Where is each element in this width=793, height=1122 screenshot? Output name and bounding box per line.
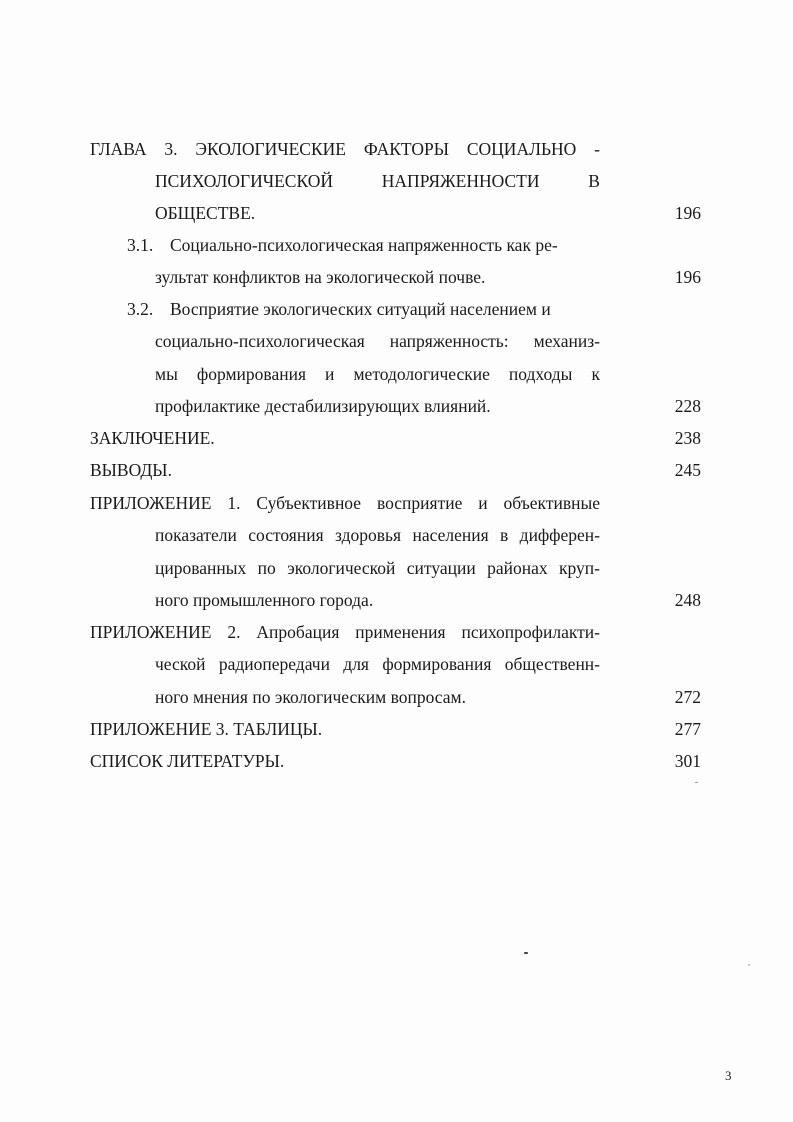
- toc-findings-page: 245: [674, 460, 701, 480]
- toc-chapter-3-line-2: ПСИХОЛОГИЧЕСКОЙ НАПРЯЖЕННОСТИ В: [155, 171, 600, 191]
- toc-references-label: СПИСОК ЛИТЕРАТУРЫ.: [90, 751, 285, 771]
- toc-chapter-3-line-3: ОБЩЕСТВЕ.: [155, 203, 256, 223]
- toc-section-3-2-line-2: социально-психологическая напряженность: механиз-: [155, 331, 600, 351]
- toc-appendix-2-line-1: ПРИЛОЖЕНИЕ 2. Апробация применения психопрофилакти-: [90, 622, 600, 642]
- toc-appendix-2-line-3: ного мнения по экологическим вопросам.: [155, 687, 466, 707]
- toc-appendix-1-line-4: ного промышленного города.: [155, 590, 374, 610]
- scan-speck: [695, 782, 698, 783]
- scan-speck: [524, 952, 528, 954]
- toc-section-3-1-page: 196: [674, 267, 701, 287]
- toc-appendix-1-page: 248: [674, 590, 701, 610]
- toc-appendix-3-page: 277: [674, 719, 701, 739]
- toc-section-3-2-line-3: мы формирования и методологические подходы к: [155, 364, 600, 384]
- toc-section-3-2-line-4: профилактике дестабилизирующих влияний.: [155, 396, 491, 416]
- toc-section-3-2-page: 228: [674, 396, 701, 416]
- toc-section-3-2-title: Восприятие экологических ситуаций населением и: [170, 299, 551, 319]
- toc-section-3-1-title: Социально-психологическая напряженность как ре-: [170, 235, 558, 255]
- toc-section-3-1-line-1: [127, 234, 602, 256]
- scan-speck: [748, 964, 750, 966]
- toc-conclusion-label: ЗАКЛЮЧЕНИЕ.: [90, 428, 215, 448]
- toc-section-3-2-line-1: [127, 298, 602, 320]
- toc-appendix-3-label: ПРИЛОЖЕНИЕ 3. ТАБЛИЦЫ.: [90, 719, 323, 739]
- toc-appendix-1-line-2: показатели состояния здоровья населения в дифферен-: [155, 525, 600, 545]
- toc-appendix-1-line-3: цированных по экологической ситуации районах круп-: [155, 558, 600, 578]
- toc-appendix-1-line-1: ПРИЛОЖЕНИЕ 1. Субъективное восприятие и объективные: [90, 493, 600, 513]
- toc-appendix-2-line-2: ческой радиопередачи для формирования общественн-: [155, 654, 600, 674]
- page-number: 3: [725, 1068, 732, 1083]
- toc-section-3-2-number: 3.2.: [127, 299, 154, 319]
- toc-appendix-2-page: 272: [674, 687, 701, 707]
- toc-chapter-3-line-1: ГЛАВА 3. ЭКОЛОГИЧЕСКИЕ ФАКТОРЫ СОЦИАЛЬНО -: [90, 139, 600, 159]
- toc-conclusion-page: 238: [674, 428, 701, 448]
- toc-findings-label: ВЫВОДЫ.: [90, 460, 172, 480]
- toc-section-3-1-number: 3.1.: [127, 235, 154, 255]
- toc-section-3-1-line-2: зультат конфликтов на экологической почве.: [155, 267, 486, 287]
- toc-chapter-3-page: 196: [674, 203, 701, 223]
- toc-references-page: 301: [674, 751, 701, 771]
